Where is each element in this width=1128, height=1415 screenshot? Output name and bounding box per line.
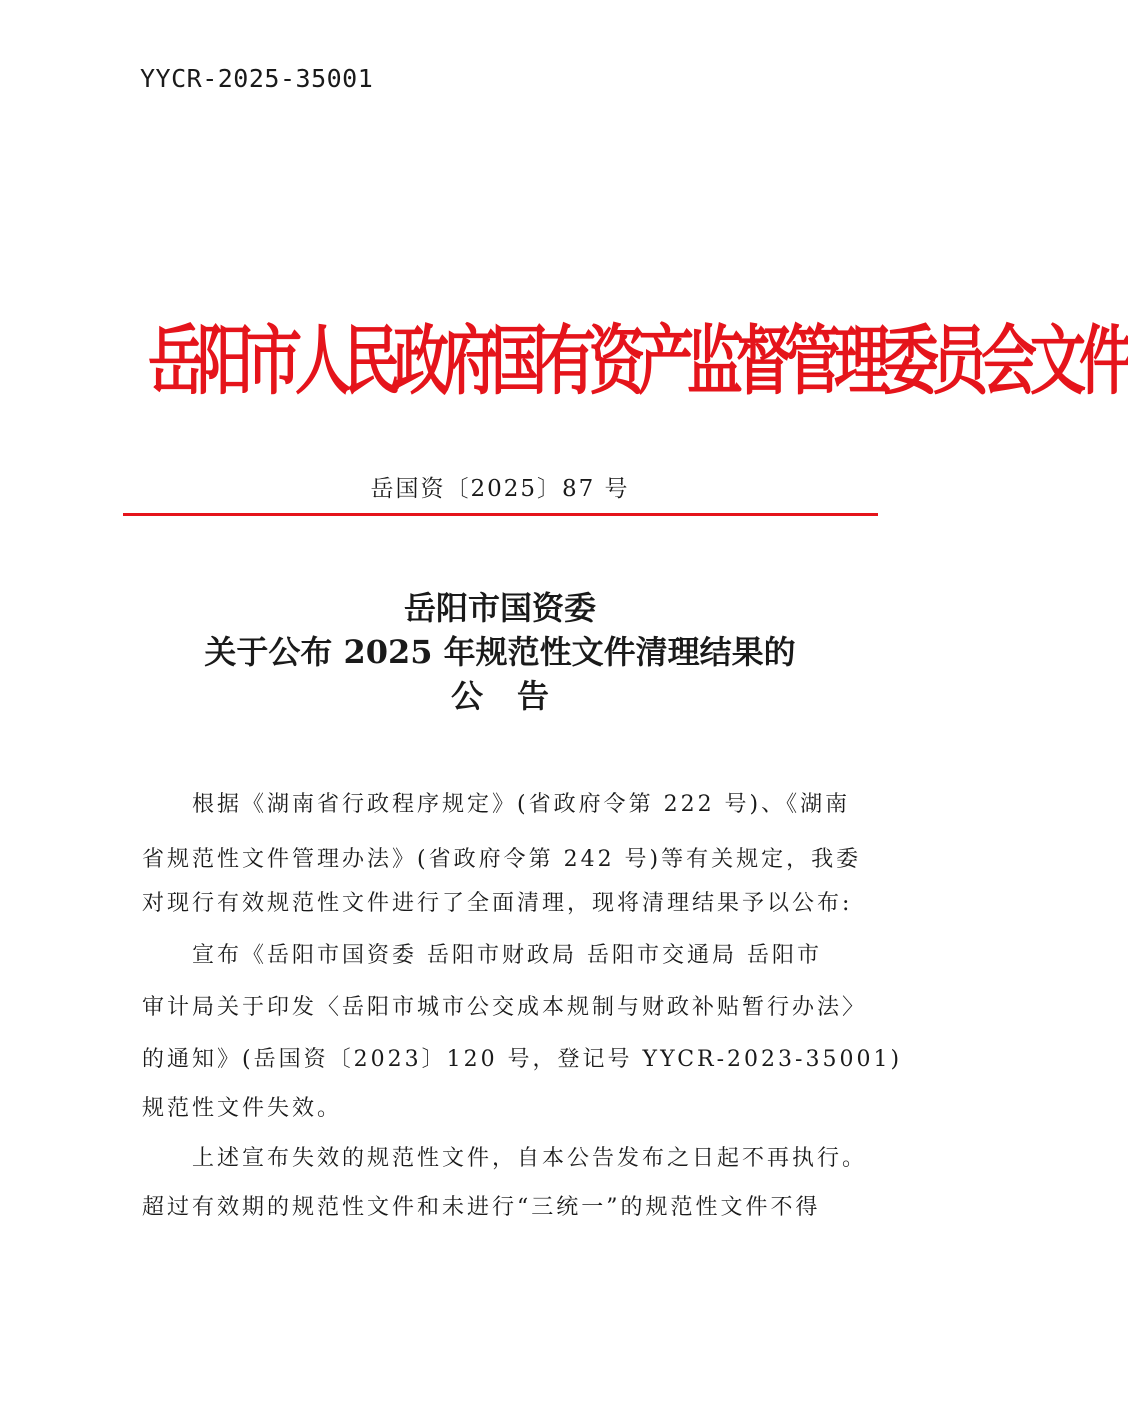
body-line: 的通知》(岳国资〔2023〕120 号，登记号 YYCR-2023-35001) [142, 1047, 903, 1072]
registration-number: YYCR-2025-35001 [140, 64, 374, 93]
notice-title [0, 586, 1000, 718]
body-line: 上述宣布失效的规范性文件，自本公告发布之日起不再执行。 [192, 1146, 868, 1171]
body-line: 规范性文件失效。 [142, 1096, 343, 1121]
document-number: 岳国资〔2025〕87 号 [370, 476, 630, 502]
body-line: 宣布《岳阳市国资委 岳阳市财政局 岳阳市交通局 岳阳市 [192, 943, 822, 968]
body-line: 对现行有效规范性文件进行了全面清理，现将清理结果予以公布: [142, 891, 853, 916]
body-line: 省规范性文件管理办法》(省政府令第 242 号)等有关规定，我委 [142, 847, 862, 872]
title-line-3: 公告 [450, 677, 583, 715]
body-line: 审计局关于印发〈岳阳市城市公交成本规制与财政补贴暂行办法〉 [142, 995, 868, 1020]
red-divider-line [123, 513, 878, 516]
title-line-2: 关于公布 2025 年规范性文件清理结果的 [204, 633, 796, 671]
body-line: 超过有效期的规范性文件和未进行“三统一”的规范性文件不得 [142, 1195, 821, 1220]
issuer-header: 岳阳市人民政府国有资产监督管理委员会文件 [148, 318, 1128, 406]
body-line: 根据《湖南省行政程序规定》(省政府令第 222 号)、《湖南 [192, 792, 851, 817]
title-line-1: 岳阳市国资委 [403, 589, 596, 627]
